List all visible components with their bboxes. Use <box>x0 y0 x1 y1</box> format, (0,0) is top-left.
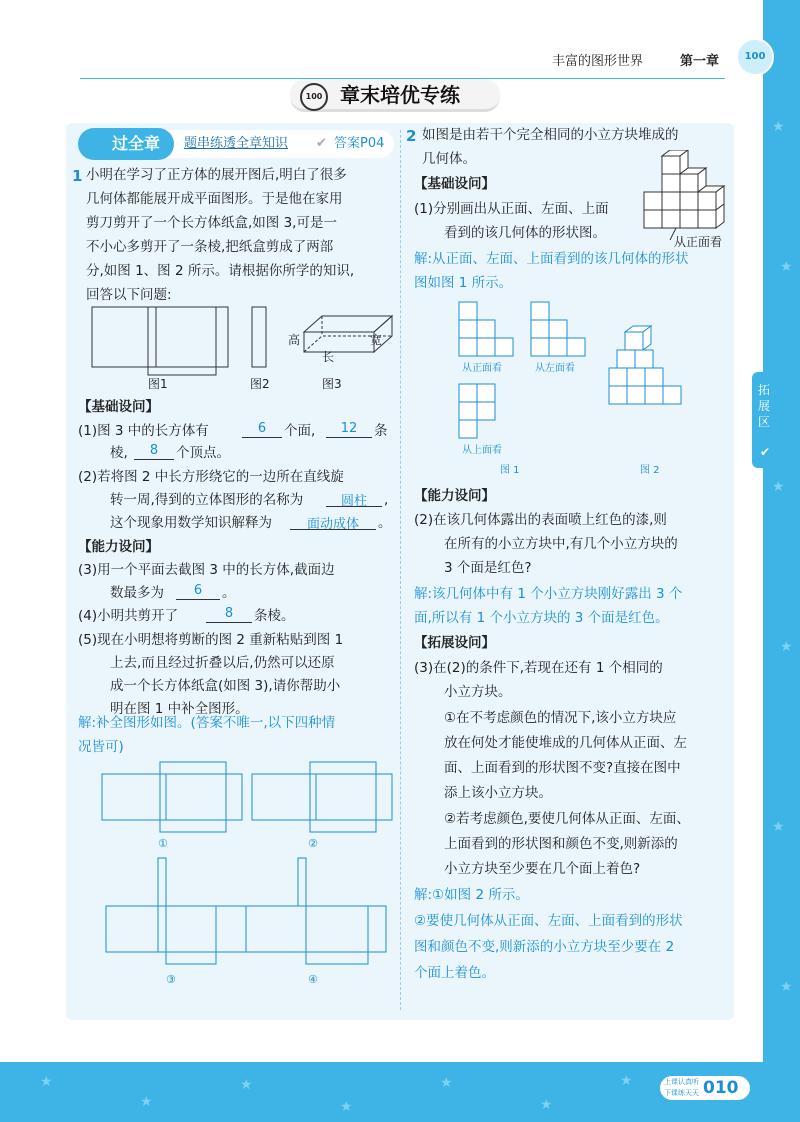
page-title: 章末培优专练 <box>340 83 460 107</box>
q1-stem-line: 不小心多剪开了一条棱,把纸盒剪成了两部 <box>86 239 334 255</box>
header-section: 丰富的图形世界 <box>552 54 644 69</box>
q1-2-text: (2)若将图 2 中长方形绕它的一边所在直线旋 <box>78 469 344 485</box>
q1-1-text: (1)图 3 中的长方体有 <box>78 423 209 439</box>
option-label: ④ <box>308 973 318 986</box>
q1-solution-figures <box>96 758 396 978</box>
fig3-caption: 图3 <box>322 377 342 391</box>
answer-explain: 面动成体 <box>306 517 359 532</box>
q1-basic-title: 【基础设问】 <box>78 399 159 415</box>
answer-faces: 6 <box>257 421 267 436</box>
q1-solution: 解:补全图形如图。(答案不唯一,以下四种情 <box>78 715 336 731</box>
footer-slogan2: 下课练天天 <box>664 1089 699 1097</box>
fig3-width-label: 宽 <box>370 333 383 347</box>
footer-slogan1: 上课认真听 <box>664 1078 699 1086</box>
fig3-length-label: 长 <box>322 350 335 364</box>
q1-figures <box>86 302 396 394</box>
q2-ext-title: 【拓展设问】 <box>414 635 495 651</box>
view-front-label: 从正面看 <box>462 363 502 374</box>
fig1-rect <box>92 307 228 367</box>
option-label: ③ <box>166 973 176 986</box>
answer-max-edges: 6 <box>193 583 203 598</box>
q2-number: 2 <box>406 127 417 145</box>
q1-stem-line: 分,如图 1、图 2 所示。请根据你所学的知识, <box>86 263 355 279</box>
q2-fig2-caption: 图 2 <box>640 465 660 476</box>
q1-stem-line: 小明在学习了正方体的展开图后,明白了很多 <box>86 167 347 183</box>
column-divider <box>400 130 401 1010</box>
header-chapter: 第一章 <box>680 54 720 69</box>
option-label: ② <box>308 837 318 850</box>
fig2-caption: 图2 <box>250 377 270 391</box>
fig2-rect <box>252 307 266 367</box>
check-icon: ✔ <box>316 136 327 151</box>
answer-edges: 12 <box>340 421 358 436</box>
view-top-label: 从上面看 <box>462 445 502 456</box>
side-tab-label: 拓展区 <box>758 383 771 429</box>
q2-ability-title: 【能力设问】 <box>414 488 495 504</box>
option-label: ① <box>158 837 168 850</box>
front-view-label: 从正面看 <box>674 235 723 249</box>
answer-vertices: 8 <box>149 443 159 458</box>
q1-ability-title: 【能力设问】 <box>78 539 159 555</box>
title-star-icon: 100 <box>300 83 328 111</box>
q2-basic-title: 【基础设问】 <box>414 176 495 192</box>
q1-number: 1 <box>72 167 83 185</box>
banner-subtitle: 题串练透全章知识 <box>184 136 289 151</box>
q1-stem-line: 几何体都能展开成平面图形。于是他在家用 <box>86 191 343 207</box>
q2-cube-stack <box>640 150 736 242</box>
answer-cut-edges: 8 <box>224 606 234 621</box>
page-number: 010 <box>703 1078 739 1098</box>
answer-ref: 答案P04 <box>334 136 385 151</box>
fig1-caption: 图1 <box>148 377 168 391</box>
answer-solid: 圆柱 <box>340 494 367 509</box>
banner-label: 过全章 <box>112 134 161 153</box>
view-left-label: 从左面看 <box>535 363 575 374</box>
fig3-height-label: 高 <box>288 333 301 347</box>
q2-fig1-caption: 图 1 <box>500 465 520 476</box>
logo-icon: 100 <box>736 38 774 76</box>
q1-stem-line: 回答以下问题: <box>86 287 172 303</box>
side-tab-check-icon: ✔ <box>760 445 771 459</box>
fig3-box <box>304 332 374 352</box>
q1-stem-line: 剪刀剪开了一个长方体纸盒,如图 3,可是一 <box>86 215 337 231</box>
